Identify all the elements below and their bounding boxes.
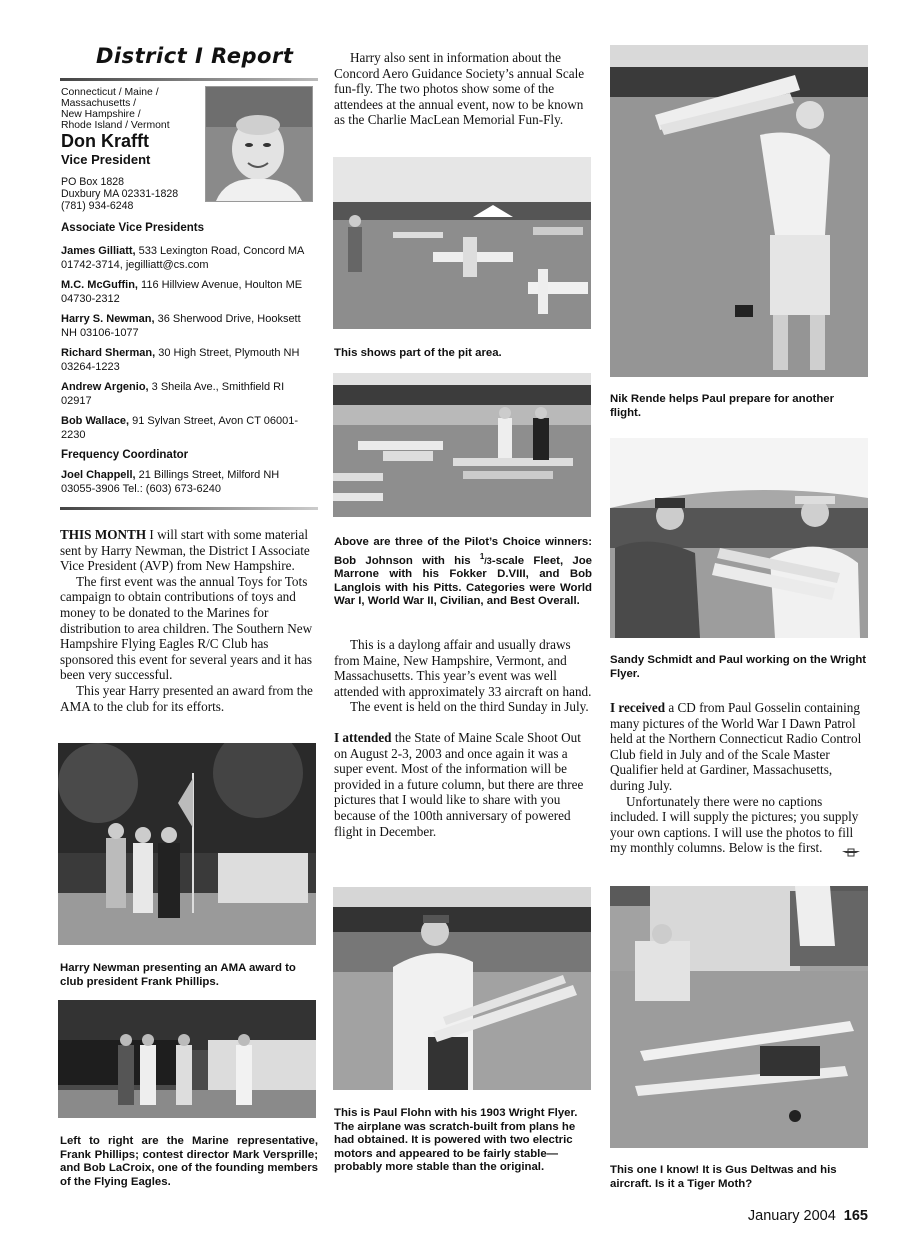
wright-flyer-photo bbox=[333, 887, 591, 1090]
state-line: Massachusetts / bbox=[61, 98, 137, 109]
pilots-choice-photo bbox=[333, 373, 591, 517]
avp-entry bbox=[61, 312, 311, 340]
paragraph bbox=[60, 527, 318, 574]
paragraph-text: the State of Maine Scale Shoot Out on August 2-3, 2003 and once again it was a super event. Most of the information will be provided in a future column, but there are three pictures that I would like to share with you because of the 100th anniversary of powered flight in December. bbox=[334, 729, 584, 839]
address-line: Duxbury MA 02331-1828 bbox=[61, 188, 179, 200]
fraction-numerator: 1 bbox=[479, 551, 485, 561]
paragraph-text: Unfortunately there were no captions included. I will supply the pictures; you supply your own captions. I will use the photos to fill my monthly columns. Below is the first. bbox=[610, 793, 859, 856]
avp-name: Richard Sherman, bbox=[61, 347, 156, 359]
avp-heading: Associate Vice Presidents bbox=[61, 222, 204, 234]
nik-rende-photo bbox=[610, 45, 868, 377]
paragraph bbox=[610, 794, 868, 856]
avp-info: 3 Sheila Ave., Smithfield RI 02917 bbox=[61, 381, 285, 407]
award-photo bbox=[58, 743, 316, 945]
lead-in: I attended bbox=[334, 729, 392, 745]
paragraph: The event is held on the third Sunday in July. bbox=[350, 699, 589, 715]
avp-entry bbox=[61, 244, 311, 272]
avp-name: Harry S. Newman, bbox=[61, 313, 155, 325]
address-line: PO Box 1828 bbox=[61, 176, 125, 188]
pit-area-photo bbox=[333, 157, 591, 329]
pit-area-caption: This shows part of the pit area. bbox=[334, 347, 502, 359]
caption-text: Above are three of the Pilot’s Choice winners: Bob Johnson with his bbox=[334, 536, 592, 567]
issue-date: January 2004 bbox=[747, 1208, 836, 1224]
avp-entry bbox=[61, 380, 311, 408]
header-rule bbox=[60, 78, 318, 81]
sandy-schmidt-caption: Sandy Schmidt and Paul working on the Wright Flyer. bbox=[610, 654, 867, 680]
award-photo-caption: Harry Newman presenting an AMA award to club president Frank Phillips. bbox=[60, 962, 296, 988]
paragraph: This year Harry presented an award from the AMA to the club for its efforts. bbox=[60, 682, 313, 714]
sidebar-bottom-rule bbox=[60, 507, 318, 510]
page-number: 165 bbox=[843, 1208, 868, 1224]
avp-info: 116 Hillview Avenue, Houlton ME 04730-2312 bbox=[61, 279, 303, 305]
column2-text bbox=[334, 637, 592, 839]
pilots-choice-caption bbox=[334, 536, 592, 609]
state-line: New Hampshire / bbox=[61, 109, 141, 120]
lead-in: I received bbox=[610, 700, 666, 715]
avp-info: 91 Sylvan Street, Avon CT 06001-2230 bbox=[61, 415, 299, 441]
avp-info: 36 Sherwood Drive, Hooksett NH 03106-1077 bbox=[61, 313, 301, 339]
avp-entry bbox=[61, 346, 311, 374]
vp-portrait-photo bbox=[205, 86, 313, 202]
caption-text: -scale Fleet, Joe Marrone with his Fokker D.VIII, and Bob Langlois with his Pitts. Categories were World War I, World War II, Civilian, and Best Overall. bbox=[334, 554, 592, 608]
frequency-info: 21 Billings Street, Milford NH 03055-3906 Tel.: (603) 673-6240 bbox=[61, 469, 280, 495]
nik-rende-caption: Nik Rende helps Paul prepare for another flight. bbox=[610, 393, 835, 419]
vp-address bbox=[61, 176, 178, 212]
avp-info: 30 High Street, Plymouth NH 03264-1223 bbox=[61, 347, 300, 373]
state-line: Connecticut / Maine / bbox=[61, 87, 159, 98]
group-photo-caption: Left to right are the Marine representative, Frank Phillips; contest director Mark Versprille; and Bob LaCroix, one of the founding members of the Flying Eagles. bbox=[60, 1135, 318, 1188]
paragraph-text: a CD from Paul Gosselin containing many pictures of the World War I Dawn Patrol held at the Northern Connecticut Radio Control Club field in July and of the Scale Master Qualifier held at Gardiner, Massachusetts, during July. bbox=[610, 700, 862, 793]
paragraph bbox=[334, 730, 592, 839]
lead-in: THIS MONTH bbox=[60, 527, 147, 542]
column3-text bbox=[610, 700, 868, 856]
avp-name: James Gilliatt, bbox=[61, 245, 136, 257]
vp-role: Vice President bbox=[61, 152, 151, 167]
column2-intro bbox=[334, 50, 592, 128]
address-line: (781) 934-6248 bbox=[61, 200, 134, 212]
avp-entry bbox=[61, 278, 311, 306]
vp-name: Don Krafft bbox=[61, 131, 149, 151]
frequency-heading: Frequency Coordinator bbox=[61, 449, 189, 461]
paragraph bbox=[610, 700, 868, 794]
column1-text bbox=[60, 527, 318, 714]
avp-entry bbox=[61, 414, 311, 442]
sandy-schmidt-photo bbox=[610, 438, 868, 638]
paragraph: Harry also sent in information about the Concord Aero Guidance Society’s annual Scale fun-fly. The two photos show some of the attendees at the annual event, now to be known as the Charlie MacLean Memorial Fun-Fly. bbox=[334, 50, 585, 128]
wright-flyer-caption: This is Paul Flohn with his 1903 Wright Flyer. The airplane was scratch-built from plans he had obtained. It is powered with two electric motors and appeared to be fairly stable—probably more stable than the original. bbox=[334, 1107, 578, 1174]
avp-name: Bob Wallace, bbox=[61, 415, 130, 427]
paragraph-text: I will start with some material sent by Harry Newman, the District I Associate Vice President (AVP) from New Hampshire. bbox=[60, 527, 310, 574]
frequency-name: Joel Chappell, bbox=[61, 469, 136, 481]
gus-deltwas-caption: This one I know! It is Gus Deltwas and his aircraft. Is it a Tiger Moth? bbox=[610, 1164, 837, 1190]
page-footer bbox=[748, 1208, 868, 1224]
avp-list bbox=[61, 244, 311, 496]
report-title: District I Report bbox=[96, 44, 294, 68]
avp-name: M.C. McGuffin, bbox=[61, 279, 138, 291]
fraction-denominator: /3 bbox=[484, 555, 492, 566]
group-photo bbox=[58, 1000, 316, 1118]
district-states bbox=[61, 87, 211, 131]
paragraph: The first event was the annual Toys for Tots campaign to obtain contributions of toys and money to be donated to the Marines for distribution to area children. The Southern New Hampshire Flying Eagles R/C Club has sponsored this event for several years and it has been very successful. bbox=[60, 573, 313, 683]
ama-logo-icon bbox=[826, 845, 844, 854]
avp-info: 533 Lexington Road, Concord MA 01742-3714, jegilliatt@cs.com bbox=[61, 245, 304, 271]
paragraph: This is a daylong affair and usually draws from Maine, New Hampshire, Vermont, and Massachusetts. This year’s event was well attended with approximately 33 aircraft on hand. bbox=[334, 637, 592, 699]
gus-deltwas-photo bbox=[610, 886, 868, 1148]
frequency-entry bbox=[61, 468, 311, 496]
state-line: Rhode Island / Vermont bbox=[61, 120, 170, 131]
avp-name: Andrew Argenio, bbox=[61, 381, 149, 393]
